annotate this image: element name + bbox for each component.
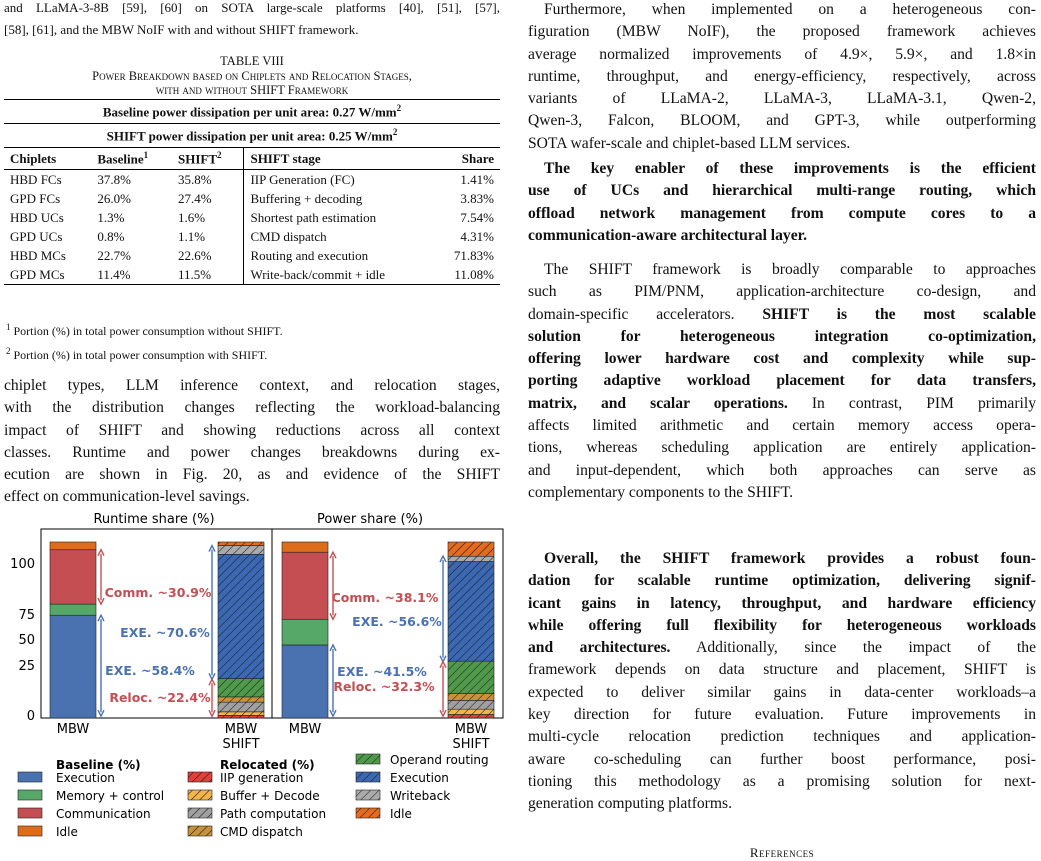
table-caption-line: with and without SHIFT Framework bbox=[155, 83, 349, 97]
text-line: and architectures. Additionally, since the impact of the bbox=[528, 639, 1036, 657]
legend-label: Communication bbox=[56, 807, 151, 821]
y-tick-label: 0 bbox=[26, 709, 35, 724]
bar-hatch bbox=[448, 661, 494, 693]
power-exe-bot-annotation: EXE. ~41.5% bbox=[337, 664, 427, 679]
text-line: offering lower hardware cost and complexity while sup- bbox=[528, 350, 1036, 368]
table-title bbox=[4, 54, 500, 98]
right-paragraph-4 bbox=[528, 548, 1036, 816]
text-line: expected to deliver similar gains in data-center workloads–a bbox=[528, 683, 1036, 701]
col-header: SHIFT stage bbox=[244, 148, 433, 170]
legend-label: Idle bbox=[56, 825, 78, 839]
text-line: effect on communication-level savings. bbox=[4, 488, 250, 506]
bar-hatch bbox=[448, 700, 494, 709]
power-reloc-annotation: Reloc. ~32.3% bbox=[333, 679, 435, 694]
left-top-text bbox=[4, 0, 500, 44]
legend-swatch-hatch bbox=[356, 790, 380, 800]
x-label-sub: SHIFT bbox=[452, 737, 490, 752]
text-line: porting adaptive workload placement for data transfers, bbox=[528, 372, 1036, 390]
shift-power-row: SHIFT power dissipation per unit area: 0.25 $W/mm^2$ bbox=[4, 124, 500, 148]
bar-segment-memory-control bbox=[50, 604, 96, 615]
text-line: solution for heterogeneous integration co-optimization, bbox=[528, 327, 1036, 345]
legend-label: CMD dispatch bbox=[220, 825, 303, 839]
bar-hatch bbox=[448, 693, 494, 700]
legend-swatch-hatch bbox=[356, 754, 380, 764]
text-line: multi-cycle relocation prediction techniques and application- bbox=[528, 728, 1036, 746]
text-line: such as PIM/PNM, application-architecture co-design, and bbox=[528, 283, 1036, 301]
legend-swatch bbox=[18, 772, 42, 782]
legend-label: Memory + control bbox=[56, 789, 165, 803]
legend-title: Relocated (%) bbox=[220, 758, 315, 772]
x-label: MBW bbox=[224, 722, 258, 737]
baseline-power-row: Baseline power dissipation per unit area: 0.27 $W/mm^2$ bbox=[4, 100, 500, 124]
text-line: Overall, the SHIFT framework provides a robust foun- bbox=[544, 550, 1036, 567]
col-header: Baseline$^1$ bbox=[91, 148, 172, 170]
text-line: generation computing platforms. bbox=[528, 795, 732, 813]
legend-swatch-hatch bbox=[356, 808, 380, 818]
text-line: tions, whereas scheduling application are entirely application- bbox=[528, 439, 1036, 457]
bar-segment-communication bbox=[50, 550, 96, 604]
legend-label: Path computation bbox=[220, 807, 327, 821]
left-paragraph bbox=[4, 375, 500, 509]
text-line: [58], [61], and the MBW NoIF with and without SHIFT framework. bbox=[4, 22, 359, 38]
runtime-exe-top-annotation: EXE. ~70.6% bbox=[120, 625, 210, 640]
text-line: key direction for future evaluation. Future improvements in bbox=[528, 706, 1036, 724]
text-line: while offering full flexibility for heterogeneous workloads bbox=[528, 616, 1036, 634]
text-line: runtime, throughput, and energy-efficiency, respectively, across bbox=[528, 67, 1036, 85]
text-line: Furthermore, when implemented on a heterogeneous con- bbox=[544, 1, 1036, 18]
legend-label: Execution bbox=[56, 771, 115, 785]
bar-segment-memory-control bbox=[282, 619, 328, 645]
table-row: GPD FCs 26.0% 27.4% Buffering + decoding 3.83% bbox=[4, 189, 500, 208]
legend-label: Idle bbox=[390, 807, 412, 821]
col-header: Share bbox=[433, 148, 500, 170]
bar-hatch bbox=[218, 679, 264, 697]
bar-hatch bbox=[218, 546, 264, 555]
runtime-comm-annotation: Comm. ~30.9% bbox=[104, 585, 212, 600]
text-line: The SHIFT framework is broadly comparable to approaches bbox=[544, 261, 1036, 278]
bar-hatch bbox=[218, 702, 264, 712]
legend-label: Buffer + Decode bbox=[220, 789, 320, 803]
bar-hatch bbox=[448, 556, 494, 561]
bar-segment-execution bbox=[50, 615, 96, 718]
power-panel-title: Power share (%) bbox=[316, 512, 424, 527]
text-line: impact of SHIFT and showing reductions across all context bbox=[4, 421, 500, 439]
text-line: aware co-scheduling can further boost performance, posi- bbox=[528, 750, 1036, 768]
table-number: TABLE VIII bbox=[220, 54, 284, 68]
text-line: communication-aware architectural layer. bbox=[528, 226, 808, 244]
y-tick-label: 50 bbox=[18, 633, 35, 648]
text-line: framework depends on data structure and placement, SHIFT is bbox=[528, 661, 1036, 679]
bar-segment-execution bbox=[282, 645, 328, 718]
text-line: matrix, and scalar operations. In contrast, PIM primarily bbox=[528, 394, 1036, 412]
table-row: GPD MCs 11.4% 11.5% Write-back/commit + idle 11.08% bbox=[4, 265, 500, 285]
legend-swatch bbox=[18, 826, 42, 836]
text-line: variants of LLaMA-2, LLaMA-3, LLaMA-3.1, Qwen-2, bbox=[528, 90, 1036, 108]
legend-swatch-hatch bbox=[188, 790, 212, 800]
text-line: chiplet types, LLM inference context, and relocation stages, bbox=[4, 377, 500, 394]
x-label: MBW bbox=[56, 722, 90, 737]
runtime-reloc-annotation: Reloc. ~22.4% bbox=[109, 690, 211, 705]
bar-segment-idle bbox=[282, 542, 328, 552]
text-line: use of UCs and hierarchical multi-range routing, which bbox=[528, 182, 1036, 200]
table-footnote-2: $^2$ Portion (%) in total power consumption with SHIFT. bbox=[6, 346, 268, 362]
bar-hatch bbox=[448, 714, 494, 718]
bar-segment-communication bbox=[282, 552, 328, 619]
table-row: HBD FCs 37.8% 35.8% IIP Generation (FC) 1.41% bbox=[4, 170, 500, 190]
power-breakdown-table bbox=[4, 99, 500, 285]
right-paragraph-3 bbox=[528, 259, 1036, 504]
table-footnote-1: $^1$ Portion (%) in total power consumption without SHIFT. bbox=[6, 322, 283, 338]
table-row: HBD MCs 22.7% 22.6% Routing and execution 71.83% bbox=[4, 246, 500, 265]
text-line: dation for scalable runtime optimization, delivering signif- bbox=[528, 572, 1036, 590]
bar-hatch bbox=[218, 712, 264, 716]
bar-hatch bbox=[218, 554, 264, 678]
text-line: icant gains in latency, throughput, and hardware efficiency bbox=[528, 594, 1036, 612]
bar-hatch bbox=[218, 542, 264, 546]
legend-label: Execution bbox=[390, 771, 449, 785]
table-row: HBD UCs 1.3% 1.6% Shortest path estimation 7.54% bbox=[4, 208, 500, 227]
legend-swatch-hatch bbox=[188, 826, 212, 836]
bar-hatch bbox=[448, 709, 494, 714]
legend-label: Operand routing bbox=[390, 753, 489, 767]
text-line: Qwen-3, Falcon, BLOOM, and GPT-3, while outperforming bbox=[528, 112, 1036, 130]
legend-swatch bbox=[18, 790, 42, 800]
text-line: complementary components to the SHIFT. bbox=[528, 483, 794, 501]
x-label-sub: SHIFT bbox=[222, 737, 260, 752]
legend-label: Writeback bbox=[390, 789, 451, 803]
bar-hatch bbox=[448, 562, 494, 662]
text-line: and LLaMA-3-8B [59], [60] on SOTA large-scale platforms [40], [51], [57], bbox=[4, 0, 500, 15]
legend-swatch bbox=[18, 808, 42, 818]
text-line: tioning this methodology as a promising solution for next- bbox=[528, 772, 1036, 790]
text-line: figuration (MBW NoIF), the proposed framework achieves bbox=[528, 23, 1036, 41]
bar-hatch bbox=[448, 542, 494, 556]
runtime-exe-bot-annotation: EXE. ~58.4% bbox=[105, 663, 195, 678]
bar-segment-idle bbox=[50, 542, 96, 550]
x-label: MBW bbox=[288, 722, 322, 737]
references-heading: References bbox=[749, 845, 815, 860]
text-line: and input-dependent, which both approaches can serve as bbox=[528, 461, 1036, 479]
table-caption-line: Power Breakdown based on Chiplets and Relocation Stages, bbox=[92, 68, 412, 83]
power-comm-annotation: Comm. ~38.1% bbox=[331, 590, 439, 605]
y-tick-label: 100 bbox=[10, 557, 35, 572]
legend-title: Baseline (%) bbox=[56, 758, 141, 772]
text-line: ecution are shown in Fig. 20, as and evidence of the SHIFT bbox=[4, 466, 500, 484]
figure-legend bbox=[18, 753, 489, 839]
y-axis bbox=[10, 557, 35, 724]
y-tick-label: 25 bbox=[18, 659, 35, 674]
figure-20 bbox=[0, 507, 505, 860]
x-label: MBW bbox=[454, 722, 488, 737]
text-line: affects limited arithmetic and certain memory access opera- bbox=[528, 417, 1036, 435]
y-tick-label: 75 bbox=[18, 608, 35, 623]
col-header: SHIFT$^2$ bbox=[172, 148, 244, 170]
legend-label: IIP generation bbox=[220, 771, 304, 785]
right-paragraph-2 bbox=[528, 158, 1036, 247]
bar-hatch bbox=[218, 697, 264, 702]
table-row: GPD UCs 0.8% 1.1% CMD dispatch 4.31% bbox=[4, 227, 500, 246]
legend-swatch-hatch bbox=[356, 772, 380, 782]
text-line: with the distribution changes reflecting the workload-balancing bbox=[4, 399, 500, 417]
text-line: classes. Runtime and power changes breakdowns during ex- bbox=[4, 443, 500, 461]
col-header: Chiplets bbox=[4, 148, 91, 170]
legend-swatch-hatch bbox=[188, 772, 212, 782]
text-line: domain-specific accelerators. SHIFT is the most scalable bbox=[528, 305, 1036, 323]
text-line: SOTA wafer-scale and chiplet-based LLM services. bbox=[528, 134, 851, 152]
text-line: offload network management from compute cores to a bbox=[528, 204, 1036, 222]
text-line: average normalized improvements of 4.9×, 5.9×, and 1.8×in bbox=[528, 45, 1036, 63]
runtime-panel-title: Runtime share (%) bbox=[93, 512, 215, 527]
bar-hatch bbox=[218, 715, 264, 718]
legend-swatch-hatch bbox=[188, 808, 212, 818]
text-line: The key enabler of these improvements is the efficient bbox=[544, 160, 1036, 177]
right-paragraph-1 bbox=[528, 0, 1036, 155]
power-exe-top-annotation: EXE. ~56.6% bbox=[352, 614, 442, 629]
